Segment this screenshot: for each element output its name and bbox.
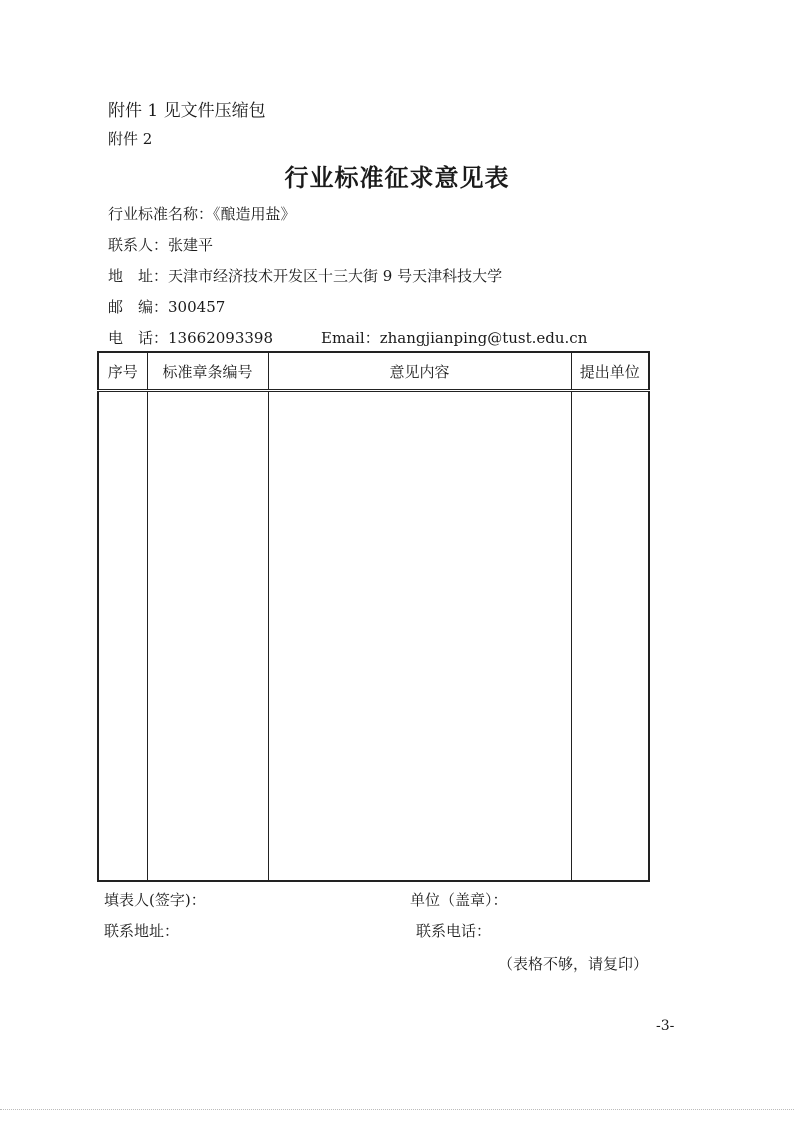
unit-seal-label: 单位（盖章）： xyxy=(410,891,508,909)
page-number: -3- xyxy=(656,1018,675,1034)
header-opinion-content: 意见内容 xyxy=(268,352,571,391)
postcode-label: 邮 编： xyxy=(108,298,169,316)
page-title: 行业标准征求意见表 xyxy=(284,163,510,192)
table-header-row xyxy=(98,352,649,391)
standard-name-label: 行业标准名称： xyxy=(108,205,214,223)
contact-line xyxy=(108,234,213,255)
standard-name-line xyxy=(108,203,296,224)
table-row xyxy=(98,391,649,882)
contact-label: 联系人： xyxy=(108,236,169,254)
address-value: 天津市经济技术开发区十三大街 9 号天津科技大学 xyxy=(168,267,503,285)
header-proposing-unit: 提出单位 xyxy=(571,352,649,391)
address-line xyxy=(108,265,502,286)
contact-phone-label: 联系电话： xyxy=(416,922,492,940)
attachment-1-note: 附件 1 见文件压缩包 xyxy=(108,101,266,121)
phone-value: 13662093398 xyxy=(168,329,273,347)
contact-address-label: 联系地址： xyxy=(104,922,180,940)
email-value: zhangjianping@tust.edu.cn xyxy=(379,329,588,347)
contact-value: 张建平 xyxy=(168,236,214,254)
header-clause-number: 标准章条编号 xyxy=(147,352,268,391)
proposing-unit-cell[interactable] xyxy=(571,391,649,882)
copy-note: （表格不够，请复印） xyxy=(498,955,649,973)
standard-name-value: 《酿造用盐》 xyxy=(213,205,296,223)
header-serial-number: 序号 xyxy=(98,352,147,391)
email-label: Email： xyxy=(321,329,380,347)
phone-line xyxy=(108,327,587,348)
scan-edge-divider xyxy=(0,1109,794,1110)
opinion-content-cell[interactable] xyxy=(268,391,571,882)
postcode-value: 300457 xyxy=(168,298,226,316)
postcode-line xyxy=(108,296,225,317)
attachment-2-label: 附件 2 xyxy=(108,130,153,148)
serial-number-cell[interactable] xyxy=(98,391,147,882)
opinion-table xyxy=(97,351,650,882)
address-label: 地 址： xyxy=(108,267,169,285)
clause-number-cell[interactable] xyxy=(147,391,268,882)
filler-signature-label: 填表人(签字)： xyxy=(104,891,206,909)
phone-label: 电 话： xyxy=(108,329,169,347)
